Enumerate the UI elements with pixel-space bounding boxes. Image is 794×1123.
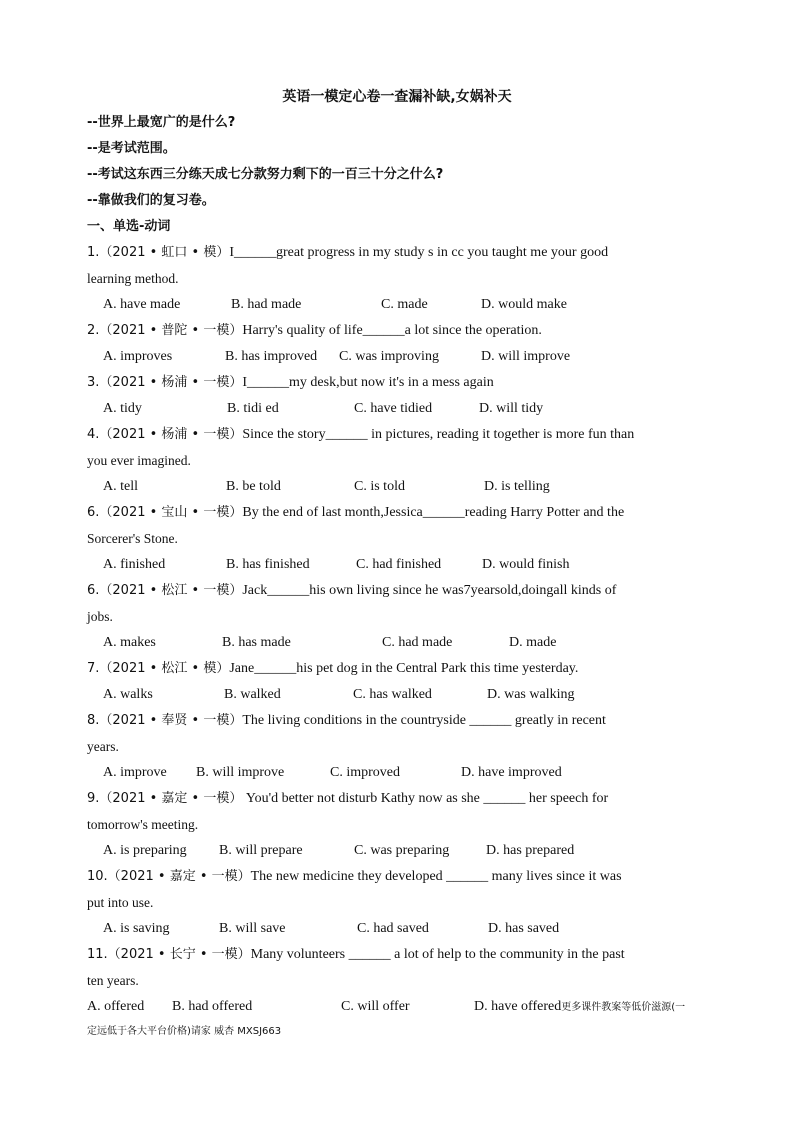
option-b: B. be told xyxy=(226,479,281,494)
footer-note-tail: 更多课件教案等低价滋源(一 xyxy=(561,1002,686,1013)
option-a: A. have made xyxy=(103,297,181,312)
question-prefix: 8.（2021 • 奉贤 • 一模） xyxy=(87,713,243,728)
question-9 xyxy=(87,789,707,809)
question-4 xyxy=(87,425,707,445)
question-10-cont: put into use. xyxy=(87,895,154,910)
question-prefix: 6.（2021 • 宝山 • 一模） xyxy=(87,505,243,520)
option-c: C. have tidied xyxy=(354,401,433,416)
option-b: B. had offered xyxy=(172,999,253,1014)
question-3 xyxy=(87,373,707,393)
option-a: A. improves xyxy=(103,349,173,364)
intro-line-2: --是考试范围。 xyxy=(87,141,176,156)
question-text: You'd better not disturb Kathy now as she ______ her speech for xyxy=(242,791,609,806)
question-6-cont: jobs. xyxy=(87,609,113,624)
question-prefix: 11.（2021 • 长宁 • 一模） xyxy=(87,947,251,962)
question-prefix: 10.（2021 • 嘉定 • 一模） xyxy=(87,869,251,884)
question-10 xyxy=(87,867,707,887)
option-d: D. was walking xyxy=(487,687,575,702)
intro-line-4: --靠做我们的复习卷。 xyxy=(87,193,215,208)
question-6 xyxy=(87,581,707,601)
option-b: B. has finished xyxy=(226,557,310,572)
question-prefix: 6.（2021 • 松江 • 一模） xyxy=(87,583,243,598)
question-prefix: 4.（2021 • 杨浦 • 一模） xyxy=(87,427,243,442)
option-c: C. had finished xyxy=(356,557,442,572)
option-c: C. made xyxy=(381,297,428,312)
question-11 xyxy=(87,945,707,965)
option-d: D. has saved xyxy=(488,921,560,936)
option-b: B. had made xyxy=(231,297,302,312)
option-c: C. has walked xyxy=(353,687,432,702)
option-b: B. has made xyxy=(222,635,291,650)
question-text: I______great progress in my study s in cc you taught me your good xyxy=(229,245,609,260)
option-b: B. has improved xyxy=(225,349,318,364)
question-prefix: 1.（2021 • 虹口 • 模） xyxy=(87,245,230,260)
question-2 xyxy=(87,321,707,341)
option-d: D. is telling xyxy=(484,479,550,494)
option-a: A. improve xyxy=(103,765,167,780)
question-text: Jane______his pet dog in the Central Park this time yesterday. xyxy=(229,661,579,676)
option-c: C. is told xyxy=(354,479,405,494)
intro-line-1: --世界上最宽广的是什么? xyxy=(87,115,236,130)
footer-note: 定远低于各大平台价格)请家 威杏 MXSJ663 xyxy=(87,1026,282,1037)
question-11-cont: ten years. xyxy=(87,973,139,988)
option-a: A. tell xyxy=(103,479,138,494)
option-c: C. was preparing xyxy=(354,843,450,858)
question-text: By the end of last month,Jessica______reading Harry Potter and the xyxy=(242,505,625,520)
option-b: B. will save xyxy=(219,921,286,936)
question-text: Jack______his own living since he was7yearsold,doingall kinds of xyxy=(242,583,617,598)
option-a: A. finished xyxy=(103,557,166,572)
question-text: I______my desk,but now it's in a mess again xyxy=(242,375,494,390)
question-text: The living conditions in the countryside ______ greatly in recent xyxy=(242,713,606,728)
option-b: B. will improve xyxy=(196,765,285,780)
question-text: The new medicine they developed ______ many lives since it was xyxy=(250,869,622,884)
option-a: A. offered xyxy=(87,999,145,1014)
question-text: Many volunteers ______ a lot of help to the community in the past xyxy=(250,947,625,962)
option-a: A. is preparing xyxy=(103,843,187,858)
question-8 xyxy=(87,711,707,731)
question-4-cont: you ever imagined. xyxy=(87,453,191,468)
question-prefix: 9.（2021 • 嘉定 • 一模） xyxy=(87,791,243,806)
option-c: C. will offer xyxy=(341,999,410,1014)
document-title: 英语一模定心卷一查漏补缺,女娲补天 xyxy=(282,89,512,105)
option-d xyxy=(474,997,685,1018)
option-d-text: D. have offered xyxy=(474,999,562,1014)
question-prefix: 7.（2021 • 松江 • 模） xyxy=(87,661,230,676)
option-c: C. had made xyxy=(382,635,453,650)
question-8-cont: years. xyxy=(87,739,119,754)
question-text: Since the story______ in pictures, reading it together is more fun than xyxy=(242,427,635,442)
option-d: D. has prepared xyxy=(486,843,575,858)
option-b: B. tidi ed xyxy=(227,401,279,416)
option-a: A. makes xyxy=(103,635,156,650)
question-5-cont: Sorcerer's Stone. xyxy=(87,531,178,546)
option-b: B. will prepare xyxy=(219,843,303,858)
question-1 xyxy=(87,243,707,263)
option-a: A. is saving xyxy=(103,921,170,936)
question-9-cont: tomorrow's meeting. xyxy=(87,817,199,832)
intro-line-3: --考试这东西三分练天成七分款努力剩下的一百三十分之什么? xyxy=(87,167,444,182)
option-c: C. had saved xyxy=(357,921,429,936)
option-d: D. will tidy xyxy=(479,401,544,416)
option-c: C. improved xyxy=(330,765,400,780)
option-c: C. was improving xyxy=(339,349,439,364)
option-d: D. made xyxy=(509,635,557,650)
section-heading: 一、单选-动词 xyxy=(87,219,171,234)
question-text: Harry's quality of life______a lot since the operation. xyxy=(242,323,542,338)
option-a: A. tidy xyxy=(103,401,142,416)
question-1-cont: learning method. xyxy=(87,271,179,286)
question-prefix: 2.（2021 • 普陀 • 一模） xyxy=(87,323,243,338)
option-d: D. will improve xyxy=(481,349,571,364)
option-b: B. walked xyxy=(224,687,281,702)
question-prefix: 3.（2021 • 杨浦 • 一模） xyxy=(87,375,243,390)
question-7 xyxy=(87,659,707,679)
option-d: D. would finish xyxy=(482,557,570,572)
option-a: A. walks xyxy=(103,687,153,702)
option-d: D. would make xyxy=(481,297,567,312)
question-5 xyxy=(87,503,707,523)
option-d: D. have improved xyxy=(461,765,562,780)
